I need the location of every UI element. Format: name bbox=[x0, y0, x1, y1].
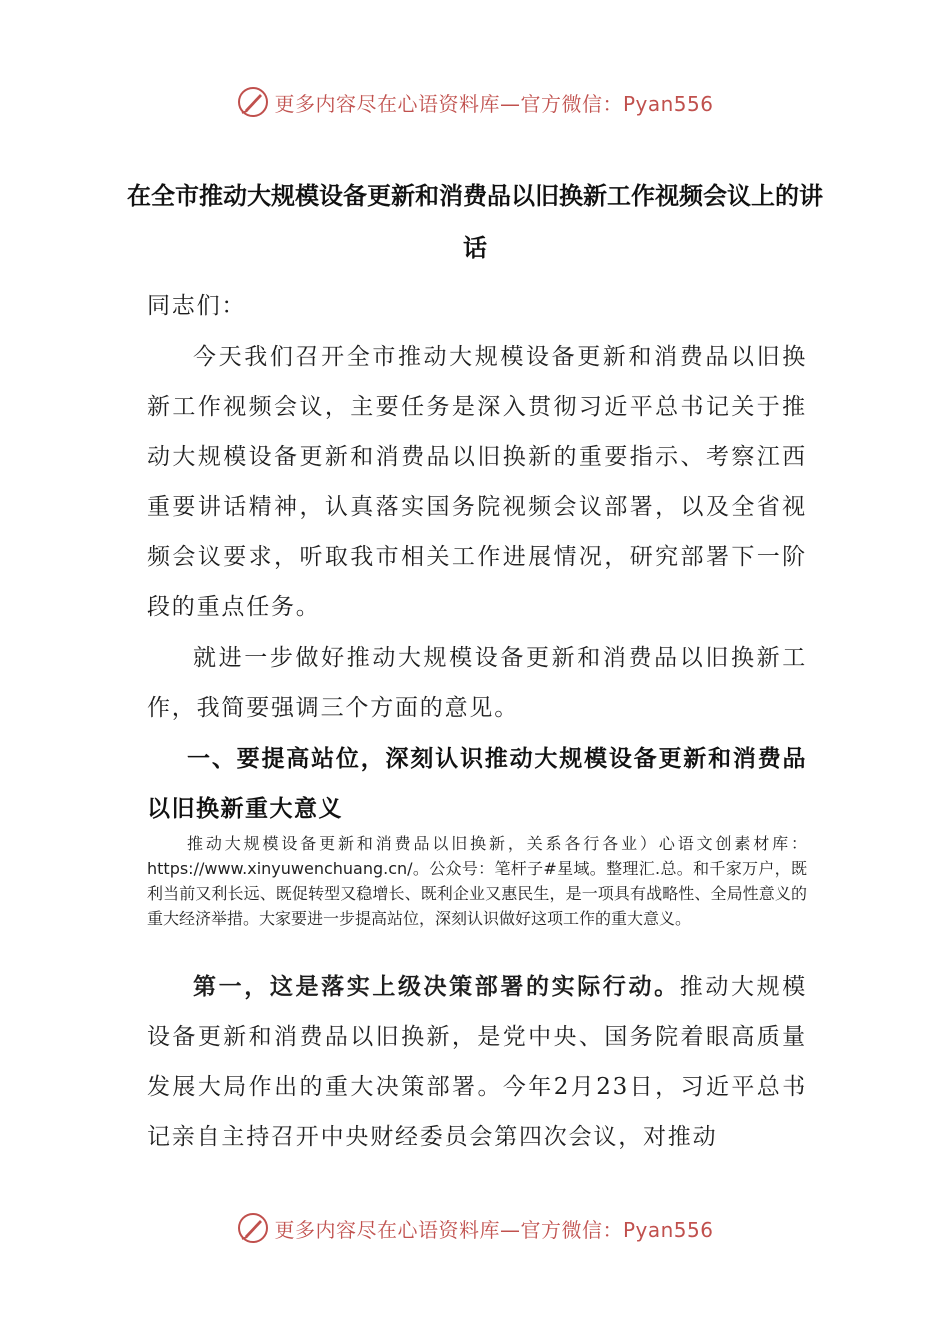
quill-logo-icon bbox=[236, 85, 270, 119]
transition-paragraph: 就进一步做好推动大规模设备更新和消费品以旧换新工作，我简要强调三个方面的意见。 bbox=[147, 645, 807, 721]
quill-logo-icon bbox=[236, 1211, 270, 1245]
section-1-heading: 一、要提高站位，深刻认识推动大规模设备更新和消费品以旧换新重大意义 bbox=[147, 746, 807, 822]
footer-watermark bbox=[0, 1208, 950, 1248]
intro-paragraph: 今天我们召开全市推动大规模设备更新和消费品以旧换新工作视频会议，主要任务是深入贯彻习近平总书记关于推动大规模设备更新和消费品以旧换新的重要指示、考察江西重要讲话精神，认真落实国务院视频会议部署，以及全省视频会议要求，听取我市相关工作进展情况，研究部署下一阶段的重点任务。 bbox=[147, 344, 807, 620]
watermark-text: 更多内容尽在心语资料库—官方微信：Pyan556 bbox=[274, 91, 714, 116]
point-1-paragraph bbox=[147, 962, 807, 1162]
salutation: 同志们： bbox=[147, 293, 247, 319]
watermark-text: 更多内容尽在心语资料库—官方微信：Pyan556 bbox=[274, 1217, 714, 1242]
point-1-lead: 第一，这是落实上级决策部署的实际行动。 bbox=[193, 974, 680, 1000]
header-watermark bbox=[0, 82, 950, 122]
point-1-body: 推动大规模设备更新和消费品以旧换新，是党中央、国务院着眼高质量发展大局作出的重大决策部署。今年2月23日，习近平总书记亲自主持召开中央财经委员会第四次会议，对推动 bbox=[147, 974, 808, 1150]
document-title: 在全市推动大规模设备更新和消费品以旧换新工作视频会议上的讲话 bbox=[127, 182, 823, 262]
section-1-body: 推动大规模设备更新和消费品以旧换新，关系各行各业）心语文创素材库：https://www.xinyuwenchuang.cn/。公众号：笔杆子#星域。整理汇.总。和千家万户，既利当前又利长远、既促转型又稳增长、既利企业又惠民生，是一项具有战略性、全局性意义的重大经济举措。大家要进一步提高站位，深刻认识做好这项工作的重大意义。 bbox=[147, 834, 807, 928]
